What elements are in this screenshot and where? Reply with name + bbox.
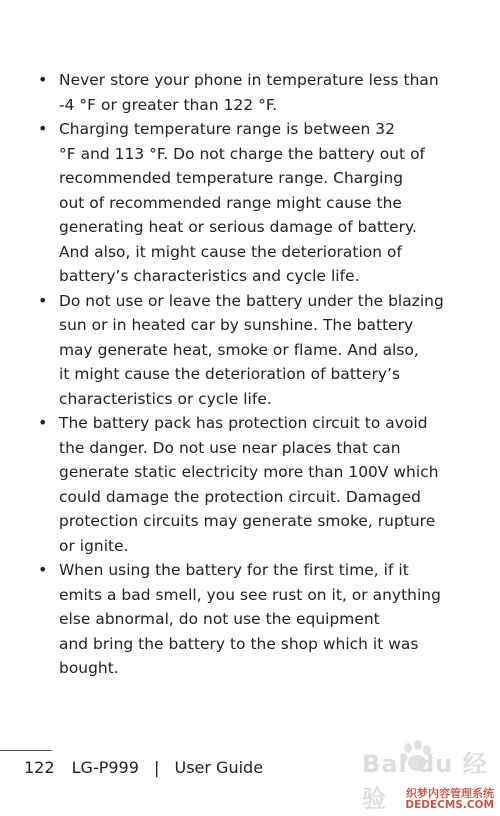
text-line: recommended temperature range. Charging — [59, 169, 404, 187]
text-line: emits a bad smell, you see rust on it, or anything — [59, 585, 441, 604]
watermark-logo: Bai du 经验 — [362, 750, 488, 813]
text-line: out of recommended range might cause the — [59, 193, 402, 212]
bullet-dot: • — [38, 413, 48, 432]
list-item — [0, 411, 500, 558]
model-name: LG-P999 — [71, 758, 139, 777]
text-line: °F and 113 °F. Do not charge the battery out of — [59, 144, 426, 163]
text-line: may generate heat, smoke or flame. And also, — [59, 340, 419, 359]
text-line: else abnormal, do not use the equipment — [59, 610, 380, 628]
text-line: could damage the protection circuit. Damaged — [59, 487, 421, 506]
text-line: Never store your phone in temperature less than — [59, 71, 439, 89]
text-line: When using the battery for the first time, if it — [59, 561, 409, 579]
text-line: Do not use or leave the battery under the blazing — [59, 291, 444, 310]
guide-title: User Guide — [174, 758, 264, 777]
text-line: protection circuits may generate smoke, rupture — [59, 512, 436, 530]
text-line: generating heat or serious damage of battery. — [59, 218, 417, 236]
text-line: The battery pack has protection circuit to avoid — [59, 414, 428, 432]
text-line: bought. — [59, 659, 119, 677]
bullet-dot: • — [38, 119, 48, 138]
watermark-site-url: DEDECMS.COM — [405, 799, 494, 811]
list-item — [0, 289, 500, 412]
text-line: the danger. Do not use near places that can — [59, 438, 401, 457]
text-line: it might cause the deterioration of battery’s — [59, 365, 401, 383]
bullet-list — [0, 68, 500, 681]
text-line: Charging temperature range is between 32 — [59, 120, 395, 138]
list-item — [0, 558, 500, 681]
bullet-dot: • — [38, 560, 48, 579]
text-line: battery’s characteristics and cycle life. — [59, 267, 360, 285]
text-line: or ignite. — [59, 536, 129, 555]
footer-divider — [0, 750, 52, 751]
text-line: and bring the battery to the shop which it was — [59, 634, 419, 653]
text-line: characteristics or cycle life. — [59, 389, 272, 408]
text-line: -4 °F or greater than 122 °F. — [59, 95, 278, 114]
footer-separator: | — [154, 758, 160, 777]
list-item — [0, 68, 500, 117]
page-number: 122 — [24, 758, 55, 777]
text-line: sun or in heated car by sunshine. The battery — [59, 316, 414, 334]
list-item — [0, 117, 500, 289]
bullet-dot: • — [38, 70, 48, 89]
text-line: And also, it might cause the deterioration of — [59, 242, 402, 261]
text-line: generate static electricity more than 100V which — [59, 463, 439, 481]
watermark-site-name: 织梦内容管理系统 — [406, 787, 494, 800]
bullet-dot: • — [38, 290, 48, 310]
watermark — [352, 738, 500, 816]
page-footer — [24, 758, 263, 778]
